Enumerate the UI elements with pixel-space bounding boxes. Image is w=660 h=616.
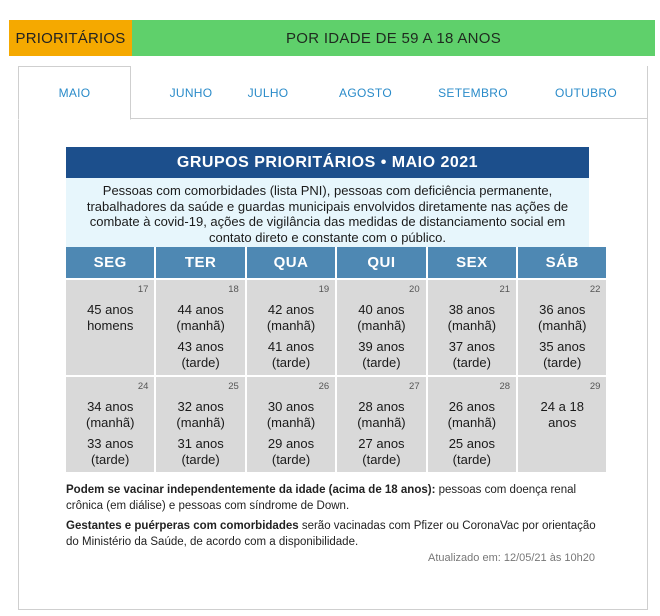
day-number: 29 [589,381,601,392]
day-number: 18 [228,284,239,295]
day-number: 25 [228,381,239,392]
age-slot: 35 anos (tarde) [539,339,586,370]
age-slot: 41 anos (tarde) [267,339,315,370]
card-title: GRUPOS PRIORITÁRIOS • MAIO 2021 [66,147,589,178]
calendar-day [337,280,425,375]
updated-timestamp: Atualizado em: 12/05/21 às 10h20 [428,552,595,564]
age-slot: 44 anos (manhã) [176,302,225,333]
age-slot: 45 anos homens [87,302,134,333]
age-slot: 27 anos (tarde) [358,436,405,467]
weekday-header: SEG [66,247,154,278]
note-bold: Podem se vacinar independentemente da idade (acima de 18 anos): [66,484,436,496]
calendar-day [156,280,244,375]
age-slot: 38 anos (manhã) [447,302,497,333]
calendar-day [247,377,335,472]
age-range-banner: POR IDADE DE 59 A 18 ANOS [132,20,655,56]
priority-tag[interactable]: PRIORITÁRIOS [9,20,132,56]
age-slot: 39 anos (tarde) [358,339,405,370]
age-slot: 33 anos (tarde) [87,436,134,467]
age-slot: 30 anos (manhã) [266,399,316,430]
calendar-day [428,377,516,472]
calendar-day [247,280,335,375]
calendar-day [518,377,606,472]
age-slot: 42 anos (manhã) [266,302,316,333]
weekday-header: SÁB [518,247,606,278]
tab-maio[interactable]: MAIO [18,66,131,120]
tab-setembro[interactable]: SETEMBRO [438,85,508,100]
tab-agosto[interactable]: AGOSTO [339,85,392,100]
day-number: 24 [137,381,149,392]
age-slot: 32 anos (manhã) [176,399,225,430]
note-text: pessoas com doença renal crônica (em diálise) e pessoas com síndrome de Down. [66,484,577,512]
age-slot: 29 anos (tarde) [267,436,315,467]
tab-julho[interactable]: JULHO [247,85,289,100]
tab-outubro[interactable]: OUTUBRO [554,85,618,100]
age-slot: 43 anos (tarde) [177,339,224,370]
day-number: 21 [499,284,511,295]
age-slot: 37 anos (tarde) [448,339,495,370]
month-tabs [18,66,648,119]
note-independent-age [66,483,596,514]
age-slot: 24 a 18 anos [540,399,584,430]
note-bold: Gestantes e puérperas com comorbidades [66,520,299,532]
age-slot: 36 anos (manhã) [538,302,587,333]
age-slot: 31 anos (tarde) [177,436,224,467]
calendar-day [518,280,606,375]
weekday-header: TER [156,247,244,278]
schedule-card [66,147,601,472]
note-text: serão vacinadas com Pfizer ou CoronaVac por orientação do Ministério da Saúde, de acordo com a disponibilidade. [66,520,596,548]
note-pregnant [66,519,596,550]
day-number: 28 [499,381,511,392]
calendar-day [66,280,154,375]
day-number: 22 [589,284,601,295]
day-number: 27 [409,381,420,392]
age-slot: 40 anos (manhã) [357,302,406,333]
day-number: 17 [137,284,149,295]
notes [66,483,596,555]
weekday-header: QUA [247,247,335,278]
calendar-grid [66,247,601,472]
calendar-day [156,377,244,472]
day-number: 26 [318,381,330,392]
calendar-day [428,280,516,375]
weekday-header: QUI [337,247,425,278]
top-bar [9,20,655,56]
day-number: 20 [409,284,420,295]
age-slot: 25 anos (tarde) [448,436,495,467]
calendar-day [337,377,425,472]
age-slot: 34 anos (manhã) [86,399,135,430]
calendar-day [66,377,154,472]
weekday-header: SEX [428,247,516,278]
age-slot: 26 anos (manhã) [447,399,497,430]
card-description: Pessoas com comorbidades (lista PNI), pessoas com deficiência permanente, trabalhadores da saúde e guardas municipais envolvidos diretamente nas ações de combate à covid-19, ações de vigilância das medidas de distanciamento social em contato direto e constante com o público. [66,178,589,247]
age-slot: 28 anos (manhã) [357,399,406,430]
day-number: 19 [318,284,330,295]
tab-junho[interactable]: JUNHO [169,85,213,100]
